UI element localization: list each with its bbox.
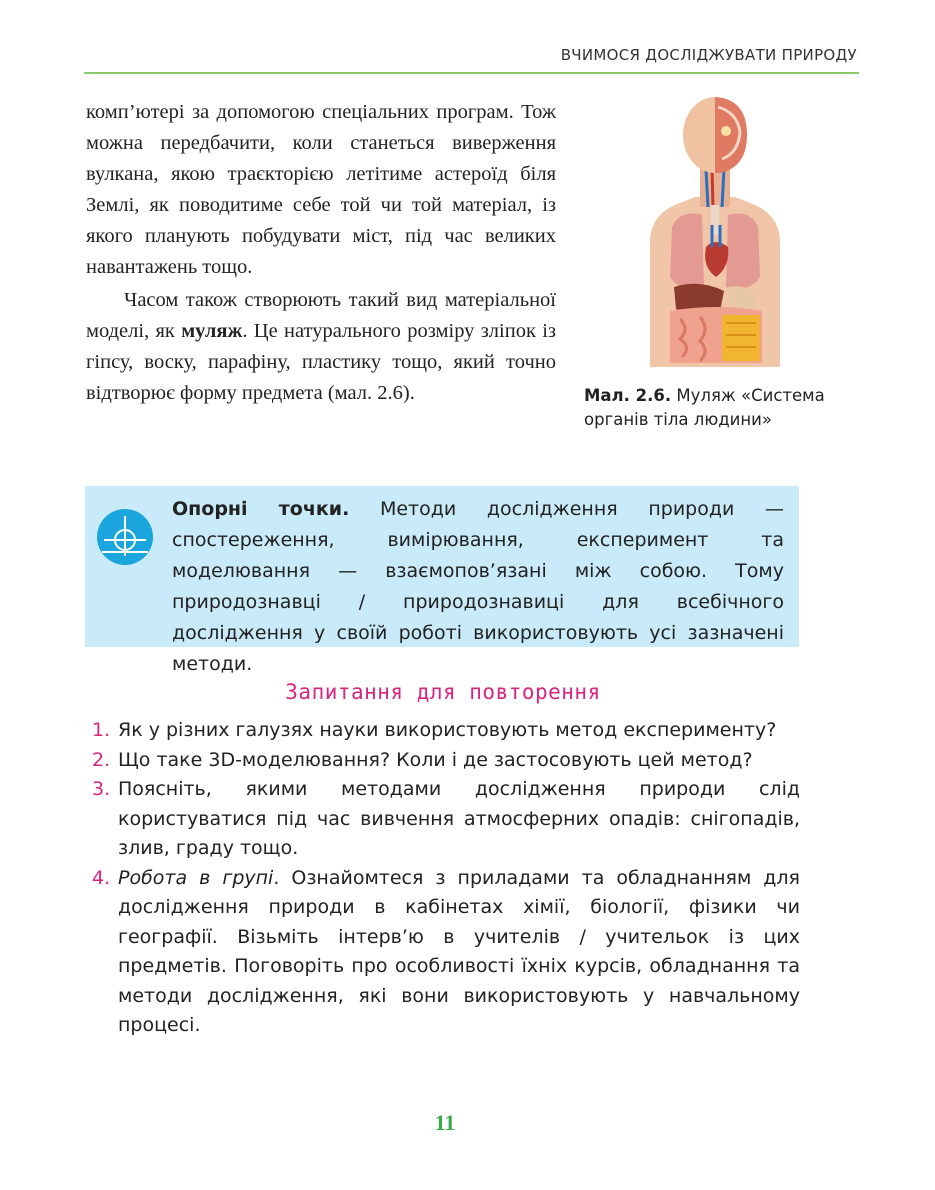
question-number: 2. (92, 748, 111, 771)
question-text: Поясніть, якими методами дослідження природи слід користуватися під час вивчення атмосферних опадів: снігопадів, злив, граду тощо. (118, 778, 800, 859)
caption-label: Мал. 2.6. (584, 386, 672, 405)
question-number: 4. (92, 866, 111, 889)
key-points-text (172, 494, 784, 680)
term-mulyazh: муляж (181, 320, 243, 342)
caption-text: Муляж «Система органів тіла людини» (584, 386, 825, 429)
questions-list (92, 716, 800, 1041)
human-torso-model-image (640, 97, 790, 367)
key-points-label: Опорні точки. (172, 498, 350, 520)
paragraph-2: Часом також створюють такий вид матеріальної моделі, як муляж. Це натурального розміру зліпок із гіпсу, воску, парафіну, пластику тощо, який точно відтворює форму предмета (мал. 2.6). (86, 289, 556, 404)
paragraph-1: комп’ютері за допомогою спеціальних програм. Тож можна передбачити, коли станеться виверження вулкана, якою траєкторією летітиме астероїд біля Землі, як поводитиме себе той чи той матеріал, із якого планують побудувати міст, під час великих навантажень тощо. (86, 101, 556, 278)
target-crosshair-icon (96, 508, 154, 566)
question-italic-label: Робота в групі (118, 866, 274, 889)
body-text (86, 97, 556, 409)
question-number: 1. (92, 719, 111, 741)
question-item (92, 864, 800, 1041)
question-text: Як у різних галузях науки використовують метод експерименту? (118, 719, 777, 741)
figure-caption (584, 384, 854, 432)
key-points-body: Методи дослідження природи — спостереження, вимірювання, експеримент та моделювання — взаємопов’язані між собою. Тому природознавці / природознавиці для всебічного дослідження у своїй роботі використовують усі зазначені методи. (172, 498, 784, 675)
header-divider (84, 72, 859, 74)
question-item (92, 746, 800, 776)
page-number: 11 (434, 1110, 456, 1135)
question-text: Що таке 3D-моделювання? Коли і де застосовують цей метод? (118, 748, 753, 771)
question-item (92, 775, 800, 864)
question-item (92, 716, 800, 746)
question-text: . Ознайомтеся з приладами та обладнанням для дослідження природи в кабінетах хімії, біології, фізики чи географії. Візьміть інтерв’ю в учителів / учительок із цих предметів. Поговоріть про особливості їхніх курсів, обладнання та методи дослідження, які вони використовують у навчальному процесі. (118, 866, 800, 1036)
running-header: ВЧИМОСЯ ДОСЛІДЖУВАТИ ПРИРОДУ (560, 46, 857, 64)
questions-title: Запитання для повторення (285, 680, 601, 704)
question-number: 3. (92, 778, 111, 800)
